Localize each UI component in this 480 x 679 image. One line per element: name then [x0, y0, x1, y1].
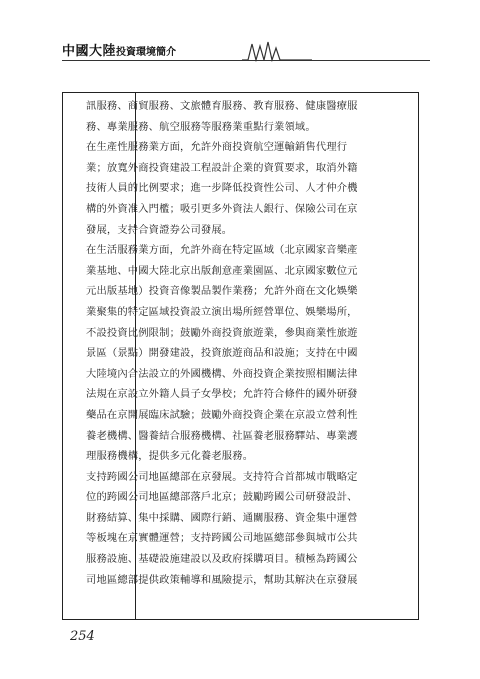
running-header-title [62, 40, 176, 59]
body-line: 務、專業服務、航空服務等服務業重點行業領域。 [86, 120, 316, 133]
heartbeat-line-icon [242, 40, 312, 62]
body-line: 在生活服務業方面，允許外商在特定區域（北京國家音樂產 [86, 244, 358, 257]
body-line: 財務結算、集中採購、國際行銷、通關服務、資金集中運營 [86, 511, 358, 524]
header-title-main: 中國大陸 [62, 44, 117, 59]
running-header [62, 36, 432, 62]
body-line: 服務設施、基礎設施建設以及政府採購項目。積極為跨國公 [86, 553, 358, 566]
body-line: 等板塊在京實體運營；支持跨國公司地區總部參與城市公共 [86, 532, 358, 545]
body-text [86, 96, 371, 590]
body-line: 支持跨國公司地區總部在京發展。支持符合首都城市戰略定 [86, 470, 358, 483]
header-title-sub: 投資環境簡介 [116, 47, 177, 58]
body-line: 技術人員的比例要求；進一步降低投資性公司、人才仲介機 [86, 182, 358, 195]
body-line: 位的跨國公司地區總部落戶北京；鼓勵跨國公司研發設計、 [86, 491, 358, 504]
body-line: 訊服務、商貿服務、文旅體育服務、教育服務、健康醫療服 [86, 100, 358, 112]
body-line: 藥品在京開展臨床試驗；鼓勵外商投資企業在京設立營利性 [86, 408, 358, 421]
body-line: 大陸境內合法設立的外國機構、外商投資企業按照相關法律 [86, 367, 358, 380]
body-line: 理服務機構，提供多元化養老服務。 [86, 450, 254, 463]
body-line: 法規在京設立外籍人員子女學校；允許符合條件的國外研發 [86, 388, 358, 401]
body-line: 景區（景點）開發建設，投資旅遊商品和設施；支持在中國 [86, 347, 358, 360]
body-line: 司地區總部提供政策輔導和風險提示，幫助其解決在京發展 [86, 573, 358, 586]
body-line: 業基地、中國大陸北京出版創意產業園區、北京國家數位元 [86, 264, 358, 277]
body-line: 發展，支持合資證券公司發展。 [86, 223, 233, 236]
body-line: 業聚集的特定區域投資設立演出場所經營單位、娛樂場所， [86, 305, 358, 318]
body-line: 在生產性服務業方面，允許外商投資航空運輸銷售代理行 [86, 141, 348, 154]
body-line: 元出版基地）投資音像製品製作業務；允許外商在文化娛樂 [86, 285, 358, 298]
body-line: 構的外資准入門檻；吸引更多外資法人銀行、保險公司在京 [86, 202, 358, 215]
body-line: 養老機構、醫養結合服務機構、社區養老服務驛站、專業護 [86, 429, 358, 442]
body-line: 不設投資比例限制；鼓勵外商投資旅遊業，參與商業性旅遊 [86, 326, 358, 339]
page-number: 254 [70, 629, 95, 644]
body-line: 業；放寬外商投資建設工程設計企業的資質要求，取消外籍 [86, 161, 358, 174]
